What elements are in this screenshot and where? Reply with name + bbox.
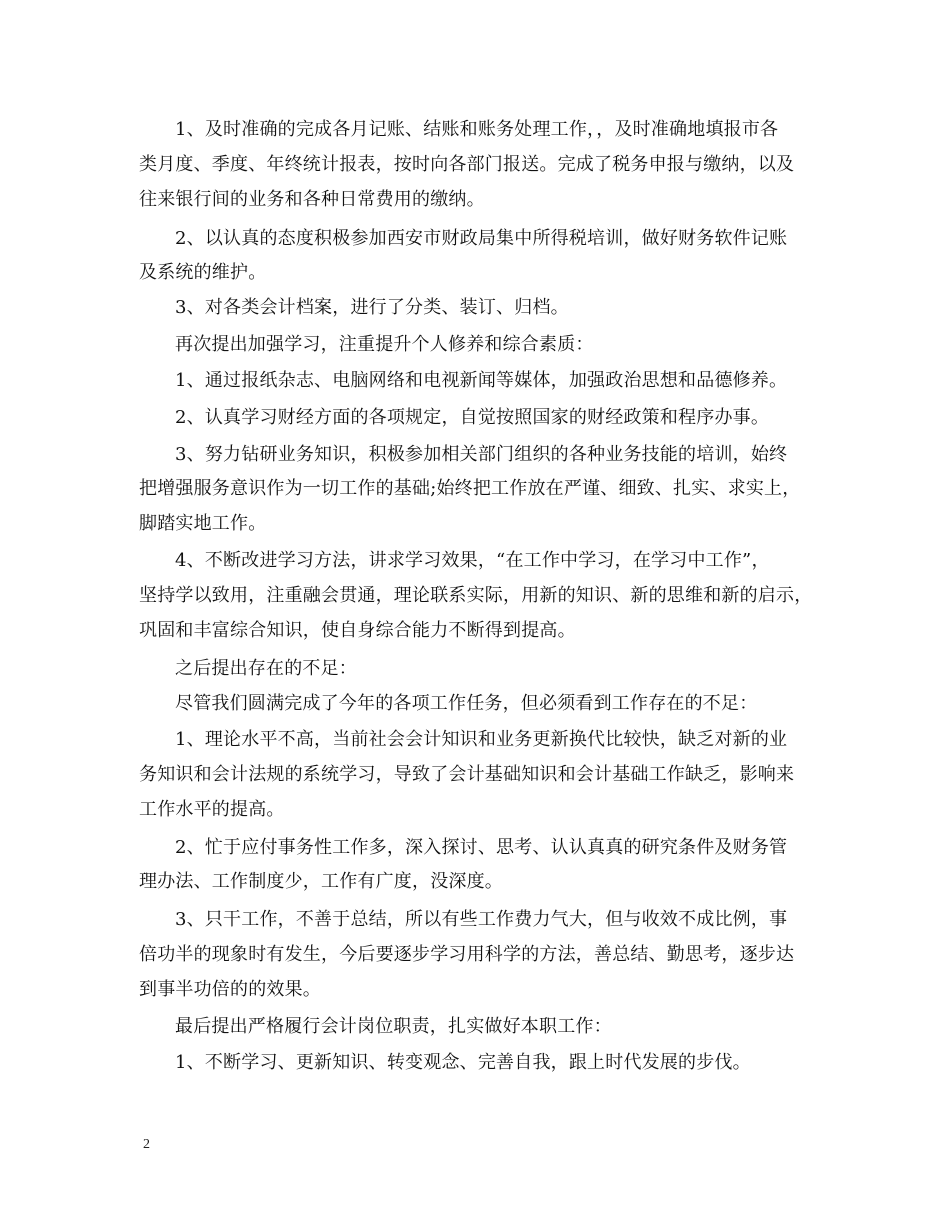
- text-line: 及系统的维护。: [139, 262, 267, 283]
- text-line: 工作水平的提高。: [139, 799, 285, 820]
- text-line: 2、忙于应付事务性工作多，深入探讨、思考、认认真真的研究条件及财务管: [175, 837, 788, 858]
- text-line: 4、不断改进学习方法，讲求学习效果，“在工作中学习，在学习中工作”，: [175, 550, 770, 571]
- text-line: 3、对各类会计档案，进行了分类、装订、归档。: [175, 297, 569, 318]
- text-line: 类月度、季度、年终统计报表，按时向各部门报送。完成了税务申报与缴纳，以及: [139, 154, 795, 175]
- text-line: 坚持学以致用，注重融会贯通，理论联系实际，用新的知识、新的思维和新的启示，: [139, 585, 813, 606]
- text-line: 到事半功倍的的效果。: [139, 979, 321, 1000]
- text-line: 往来银行间的业务和各种日常费用的缴纳。: [139, 189, 485, 210]
- text-line: 倍功半的现象时有发生，今后要逐步学习用科学的方法，善总结、勤思考，逐步达: [139, 944, 795, 965]
- text-line: 1、理论水平不高，当前社会会计知识和业务更新换代比较快，缺乏对新的业: [175, 729, 788, 750]
- text-line: 1、及时准确的完成各月记账、结账和账务处理工作，，及时准确地填报市各: [175, 119, 779, 140]
- text-line: 3、只干工作，不善于总结，所以有些工作费力气大，但与收效不成比例，事: [175, 909, 788, 930]
- text-line: 再次提出加强学习，注重提升个人修养和综合素质：: [175, 334, 594, 355]
- text-line: 务知识和会计法规的系统学习，导致了会计基础知识和会计基础工作缺乏，影响来: [139, 764, 795, 785]
- text-line: 3、努力钻研业务知识，积极参加相关部门组织的各种业务技能的培训，始终: [175, 444, 788, 465]
- text-line: 1、不断学习、更新知识、转变观念、完善自我，跟上时代发展的步伐。: [175, 1052, 751, 1073]
- text-line: 巩固和丰富综合知识，使自身综合能力不断得到提高。: [139, 620, 576, 641]
- text-line: 2、认真学习财经方面的各项规定，自觉按照国家的财经政策和程序办事。: [175, 407, 770, 428]
- text-line: 把增强服务意识作为一切工作的基础;始终把工作放在严谨、细致、扎实、求实上，: [139, 478, 801, 499]
- text-line: 之后提出存在的不足：: [175, 658, 357, 679]
- text-line: 2、以认真的态度积极参加西安市财政局集中所得税培训，做好财务软件记账: [175, 228, 788, 249]
- text-line: 理办法、工作制度少，工作有广度，没深度。: [139, 871, 503, 892]
- text-line: 脚踏实地工作。: [139, 513, 267, 534]
- text-line: 最后提出严格履行会计岗位职责，扎实做好本职工作：: [175, 1016, 612, 1037]
- text-line: 尽管我们圆满完成了今年的各项工作任务，但必须看到工作存在的不足：: [175, 693, 758, 714]
- text-line: 1、通过报纸杂志、电脑网络和电视新闻等媒体，加强政治思想和品德修养。: [175, 370, 788, 391]
- page-number: 2: [143, 1137, 150, 1152]
